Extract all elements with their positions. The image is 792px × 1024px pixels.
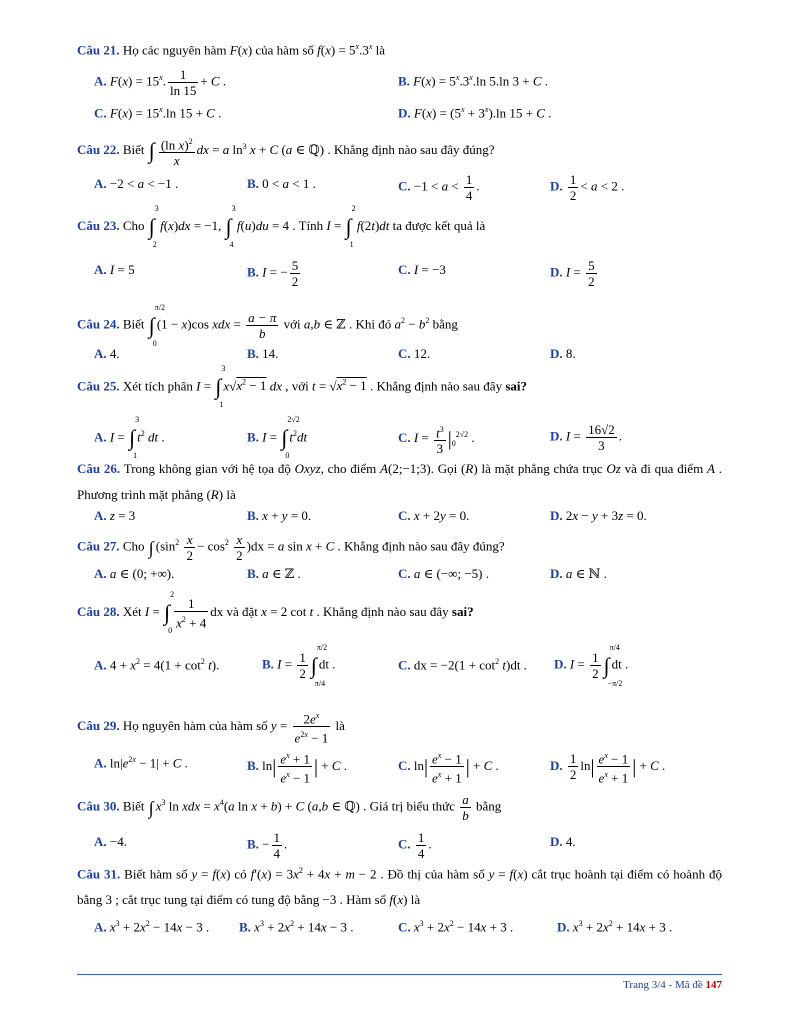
option-b[interactable]: B. a ∈ ℤ . [247, 566, 301, 581]
footer-divider [77, 974, 722, 975]
option-c[interactable]: C. $\frac{1}{4}$ . [398, 830, 432, 861]
question-number: Câu 25. [77, 378, 120, 394]
question-number: Câu 27. [77, 538, 120, 554]
options-24 [94, 342, 752, 366]
option-d[interactable]: D. I = $\frac{1}{2}$ ∫ π/4 −π/2 dt . [554, 642, 629, 688]
option-c[interactable]: C. ln| $\frac{e^x - 1}{e^x + 1}$ | + C . [398, 751, 499, 786]
option-c[interactable]: C. I = −3 [398, 262, 446, 277]
option-b[interactable]: B. $x^3 + 2x^2 + 14x - 3$ . [239, 919, 354, 935]
sai-label: sai? [505, 378, 527, 394]
option-c[interactable]: C. $x^3 + 2x^2 - 14x + 3$ . [398, 919, 514, 935]
option-b[interactable]: B. − $\frac{1}{4}$ . [247, 830, 288, 861]
option-c[interactable]: C. dx = $-2(1 + \cot^2 t)dt$ . [398, 657, 527, 673]
option-b[interactable]: B. ln| $\frac{e^x + 1}{e^x - 1}$ | + C . [247, 751, 348, 786]
question-27: Câu 27. Cho ∫ ($\sin^2$ $\frac{x}{2}$ − $\cos^2$ $\frac{x}{2}$ )dx = a sin x + C . Khẳng định nào sau đây đúng? [77, 532, 505, 563]
option-a[interactable]: A. $4 + x^2 = 4(1 + \cot^2 t)$. [94, 657, 220, 673]
question-22: Câu 22. Biết ∫ $\frac{(\ln x)^2}{x}$ dx = a $\ln^3 x + C$ (a ∈ ℚ) . Khẳng định nào sau đây đúng? [77, 137, 495, 169]
option-d[interactable]: D. 8. [550, 346, 576, 361]
options-22 [94, 172, 752, 203]
option-d[interactable]: D. $\frac{1}{2}$ ln| $\frac{e^x - 1}{e^x + 1}$ | + C . [550, 751, 666, 786]
exam-code: 147 [705, 979, 722, 991]
options-26 [94, 504, 752, 528]
option-b[interactable]: B. I = $\frac{1}{2}$ ∫ π/2 π/4 dt . [262, 642, 336, 688]
options-21 [94, 66, 752, 98]
question-23: Câu 23. Cho ∫ 3 2 f(x)dx = −1, ∫ 3 4 f(u)du = 4 . Tính I = ∫ 2 1 f(2t)dt ta được kết quả là [77, 204, 486, 249]
question-number: Câu 22. [77, 142, 120, 158]
question-31: Câu 31. Biết hàm số y = f(x) có $f'(x) = 3x^2 + 4x + m - 2$ . Đồ thị của hàm số y = f(x) cắt trục hoành tại điểm có hoành độ bằng 3 ; cắt trục tung tại điểm có tung độ bằng −3 . Hàm số f(x) là [77, 866, 722, 908]
options-23 [94, 258, 752, 289]
option-a[interactable]: A. $x^3 + 2x^2 - 14x - 3$ . [94, 919, 210, 935]
option-a[interactable]: A. a ∈ (0; +∞). [94, 566, 175, 581]
question-number: Câu 28. [77, 604, 120, 620]
option-b[interactable]: B. $F(x) = 5^x.3^x.\ln$ 5.ln 3 + C . [398, 73, 549, 89]
options-25 [94, 415, 752, 461]
option-a[interactable]: A. −4. [94, 834, 127, 849]
options-29 [94, 748, 752, 786]
option-d[interactable]: D. $x^3 + 2x^2 + 14x + 3$ . [557, 919, 673, 935]
option-c[interactable]: C. $F(x) = 15^x.\ln$ 15 + C . [94, 105, 222, 121]
option-b[interactable]: B. 0 < a < 1 . [247, 176, 316, 191]
option-b[interactable]: B. x + y = 0. [247, 508, 312, 523]
question-29: Câu 29. Họ nguyên hàm của hàm số y = $\frac{2e^x}{e^{2x} - 1}$ là [77, 711, 345, 746]
option-d[interactable]: D. I = $\frac{16√2}{3}$ . [550, 422, 622, 453]
question-28: Câu 28. Xét I = ∫ 2 0 $\frac{1}{x^2 + 4}$ dx và đặt x = 2 cot t . Khẳng định nào sau đây sai? [77, 590, 474, 636]
question-21: Câu 21. Họ các nguyên hàm F(x) của hàm số $f(x) = 5^x.3^x$ là [77, 42, 386, 58]
option-c[interactable]: C. I = $\frac{t^3}{3}$ $|_0^{2√2}$ . [398, 425, 475, 457]
question-number: Câu 23. [77, 217, 120, 233]
option-d[interactable]: D. 4. [550, 834, 576, 849]
option-c[interactable]: C. a ∈ (−∞; −5) . [398, 566, 489, 581]
option-b[interactable]: B. I = ∫ 2√2 0 $t^2dt$ [247, 415, 308, 461]
question-number: Câu 26. [77, 461, 121, 476]
option-d[interactable]: D. 2x − y + 3z = 0. [550, 508, 647, 523]
option-b[interactable]: B. I = − $\frac{5}{2}$ [247, 258, 299, 289]
option-a[interactable]: A. z = 3 [94, 508, 136, 523]
options-30 [94, 830, 752, 861]
question-25: Câu 25. Xét tích phân I = ∫ 3 1 $x√x^2 - 1$ dx , với $t = √x^2 - 1$ . Khẳng định nào sau đây sai? [77, 364, 527, 410]
option-d[interactable]: D. a ∈ ℕ . [550, 566, 607, 581]
option-c[interactable]: C. 12. [398, 346, 431, 361]
question-number: Câu 30. [77, 798, 120, 814]
question-number: Câu 21. [77, 42, 120, 58]
option-d[interactable]: D. I = $\frac{5}{2}$ [550, 258, 595, 289]
question-number: Câu 31. [77, 866, 121, 882]
option-a[interactable]: A. I = 5 [94, 262, 135, 277]
option-d[interactable]: D. $F(x) = (5^x + 3^x).\ln$ 15 + C . [398, 105, 552, 121]
question-30: Câu 30. Biết ∫ $x^3$ ln xdx = $x^4(a$ ln x + b) + C (a,b ∈ ℚ) . Giá trị biểu thức $\frac{a}{b}$ bằng [77, 792, 502, 823]
question-26: Câu 26. Trong không gian với hệ tọa độ Oxyz, cho điểm A(2;−1;3). Gọi (R) là mặt phẳng chứa trục Oz và đi qua điểm A . Phương trình mặt phẳng (R) là [77, 461, 722, 502]
option-a[interactable]: A. $F(x) = 15^x$. $\frac{1}{\ln 15}$ + C . [94, 66, 227, 98]
page-footer [623, 979, 722, 991]
options-27 [94, 562, 752, 586]
sai-label: sai? [451, 604, 474, 620]
question-number: Câu 29. [77, 717, 120, 733]
option-c[interactable]: C. x + 2y = 0. [398, 508, 470, 523]
question-24: Câu 24. Biết ∫ π/2 0 (1 − x)cos xdx = $\frac{a - \pi}{b}$ với a,b ∈ ℤ . Khi đó $a^2 - b^2$ bằng [77, 302, 458, 348]
option-b[interactable]: B. 14. [247, 346, 279, 361]
option-a[interactable]: A. $\ln|e^{2x} - 1| + C$ . [94, 755, 188, 771]
option-d[interactable]: D. $\frac{1}{2}$ < a < 2 . [550, 172, 625, 203]
option-c[interactable]: C. −1 < a < $\frac{1}{4}$ . [398, 172, 480, 203]
page-label: Trang 3/4 - Mã đề [623, 979, 703, 991]
options-28 [94, 642, 752, 688]
options-31 [94, 912, 752, 936]
option-a[interactable]: A. −2 < a < −1 . [94, 176, 179, 191]
question-number: Câu 24. [77, 316, 120, 332]
option-a[interactable]: A. 4. [94, 346, 120, 361]
options-21b [94, 98, 752, 122]
option-a[interactable]: A. I = ∫ 3 1 $t^2$ dt . [94, 415, 165, 461]
